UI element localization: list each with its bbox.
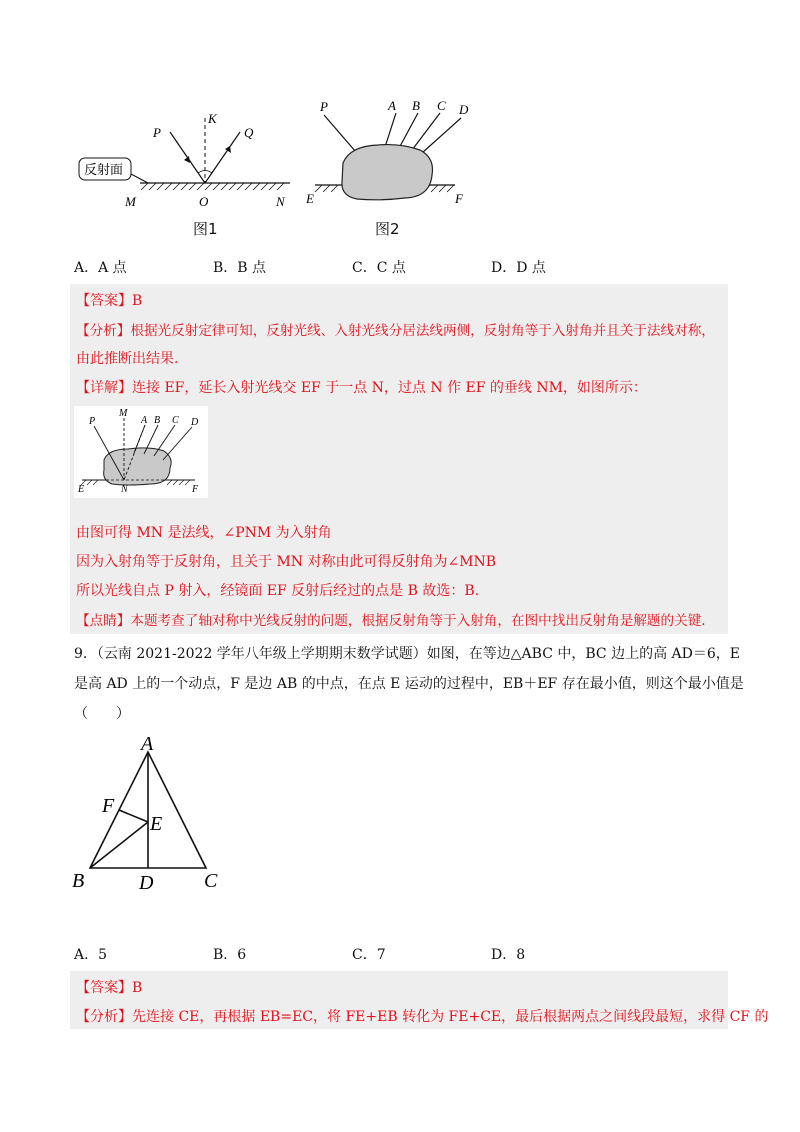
point-label-N: N [121,484,128,495]
q9-analysis: 【分析】先连接 CE，再根据 EB=EC，将 FE+EB 转化为 FE+CE，最后根据两点之间线段最短，求得 CF 的 [76,1009,769,1025]
point-label-F: F [102,795,115,817]
figure-2-caption: 图2 [375,220,400,238]
q8-solution-box [70,284,728,634]
q8-analysis-line-2: 由此推断出结果. [76,351,179,367]
q9-answer: 【答案】B [76,980,143,996]
point-label-F: F [192,484,199,495]
q9-option-a: A．5 [74,947,108,963]
point-label-C: C [437,98,446,113]
q9-stem-line-3: （ ） [74,706,130,722]
point-label-N: N [276,194,285,209]
reflection-figure-1 [70,95,300,245]
point-label-P: P [153,125,161,140]
q8-conclusion-line-1: 由图可得 MN 是法线，∠PNM 为入射角 [76,525,332,541]
q9-stem-line-1: 9．（云南 2021-2022 学年八年级上学期期末数学试题）如图，在等边△ABC 中，BC 边上的高 AD＝6，E [74,646,741,662]
point-label-M: M [119,408,128,419]
q9-solution-box [70,971,769,1029]
point-label-P: P [320,99,328,114]
q8-conclusion-line-3: 所以光线自点 P 射入，经镜面 EF 反射后经过的点是 B 故选：B. [76,583,480,599]
q8-answer: 【答案】B [76,293,143,309]
point-label-B: B [72,870,85,892]
q9-triangle-figure [70,728,230,898]
point-label-B: B [412,98,420,113]
q9-stem-line-2: 是高 AD 上的一个动点，F 是边 AB 的中点，在点 E 运动的过程中，EB＋EF 存在最小值，则这个最小值是 [74,676,744,692]
point-label-K: K [208,111,217,126]
q8-option-a: A．A 点 [74,260,127,276]
point-label-O: O [199,194,209,209]
point-label-P: P [89,416,96,427]
figure-1-caption: 图1 [193,220,218,238]
q8-analysis-line-1: 【分析】根据光反射定律可知，反射光线、入射光线分居法线两侧，反射角等于入射角并且关于法线对称， [76,323,715,339]
q9-option-d: D．8 [491,947,526,963]
point-label-B: B [154,415,161,426]
point-label-D: D [191,417,199,428]
point-label-A: A [141,733,154,755]
point-label-C: C [172,415,179,426]
point-label-D: D [139,872,154,894]
reflection-figure-2 [300,95,480,210]
point-label-E: E [150,813,163,835]
point-label-A: A [141,415,148,426]
point-label-C: C [204,870,218,892]
q9-option-c: C．7 [352,947,386,963]
q8-solution-figure [74,406,208,498]
q9-option-b: B．6 [213,947,247,963]
point-label-D: D [459,102,469,117]
point-label-M: M [125,194,136,209]
reflect-surface-label: 反射面 [84,163,124,178]
point-label-A: A [388,98,396,113]
q8-option-d: D．D 点 [491,260,546,276]
q8-option-c: C．C 点 [352,260,406,276]
point-label-Q: Q [244,125,254,140]
q8-comment: 【点睛】本题考查了轴对称中光线反射的问题，根据反射角等于入射角，在图中找出反射角是解题的关键. [76,613,706,629]
point-label-E: E [78,484,85,495]
q8-detail: 【详解】连接 EF，延长入射光线交 EF 于一点 N，过点 N 作 EF 的垂线 NM，如图所示： [76,380,647,396]
q8-option-b: B．B 点 [213,260,267,276]
point-label-F: F [455,191,463,206]
point-label-E: E [306,191,314,206]
q8-conclusion-line-2: 因为入射角等于反射角，且关于 MN 对称由此可得反射角为∠MNB [76,554,497,570]
